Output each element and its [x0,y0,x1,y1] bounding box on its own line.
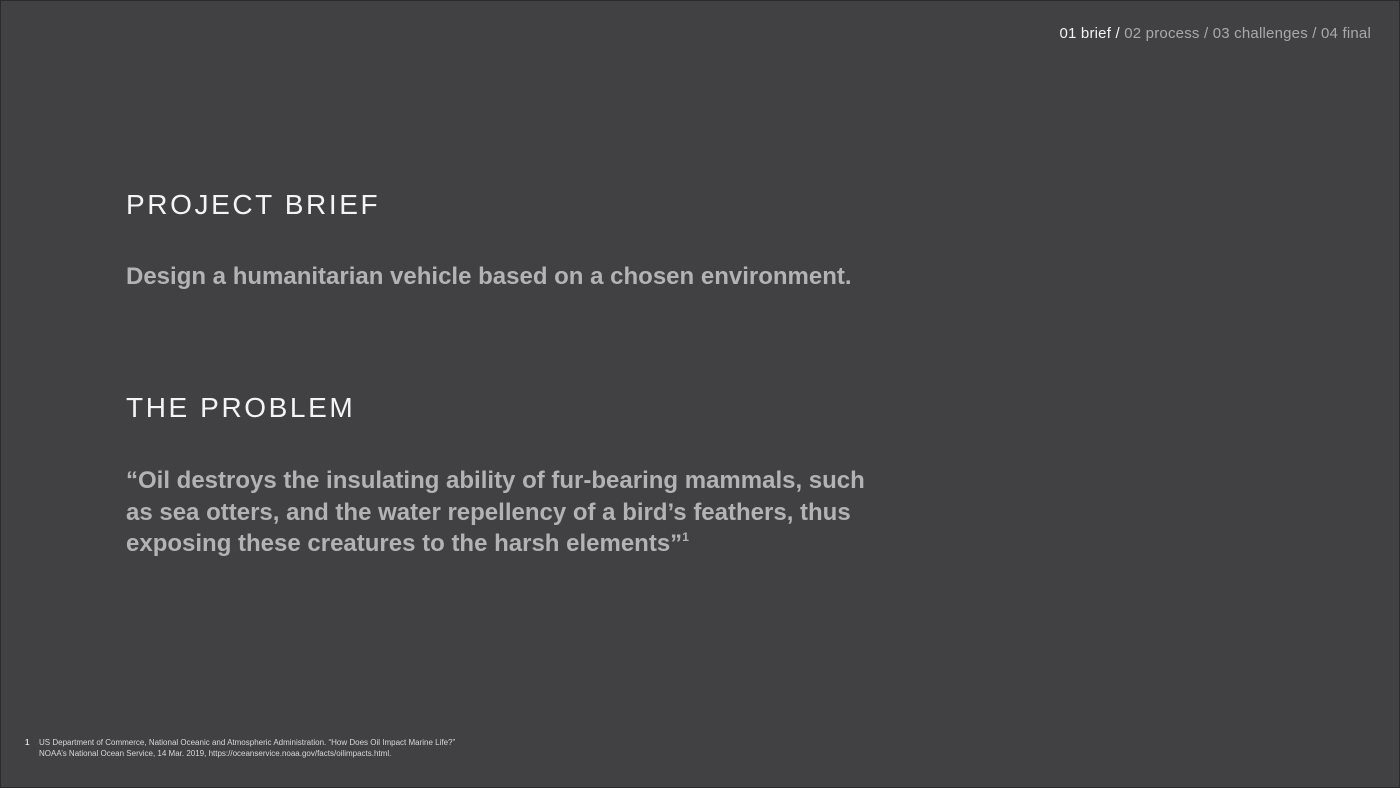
footnote-line-2: NOAA’s National Ocean Service, 14 Mar. 2019, https://oceanservice.noaa.gov/facts/oilimpacts.html. [39,749,392,758]
nav-item-brief[interactable]: 01 brief [1059,25,1112,42]
nav-separator: / [1203,25,1213,42]
problem-quote [126,465,886,560]
problem-quote-text: “Oil destroys the insulating ability of fur-bearing mammals, such as sea otters, and the water repellency of a bird’s feathers, thus exposing these creatures to the harsh elements” [126,467,865,557]
nav-separator: / [1115,25,1125,42]
project-brief-text: Design a humanitarian vehicle based on a chosen environment. [126,263,852,290]
footnote-reference: 1 [682,530,689,544]
section-nav [1059,25,1371,42]
nav-separator: / [1312,25,1322,42]
project-brief-heading: PROJECT BRIEF [126,189,381,220]
footnote [25,737,455,759]
problem-heading: THE PROBLEM [126,392,356,423]
nav-item-challenges[interactable]: 03 challenges [1212,25,1308,42]
footnote-line-1: US Department of Commerce, National Oceanic and Atmospheric Administration. “How Does Oil Impact Marine Life?” [39,738,456,747]
footnote-citation [39,737,455,759]
footnote-number: 1 [25,738,30,747]
nav-item-final[interactable]: 04 final [1321,25,1371,42]
nav-item-process[interactable]: 02 process [1124,25,1200,42]
